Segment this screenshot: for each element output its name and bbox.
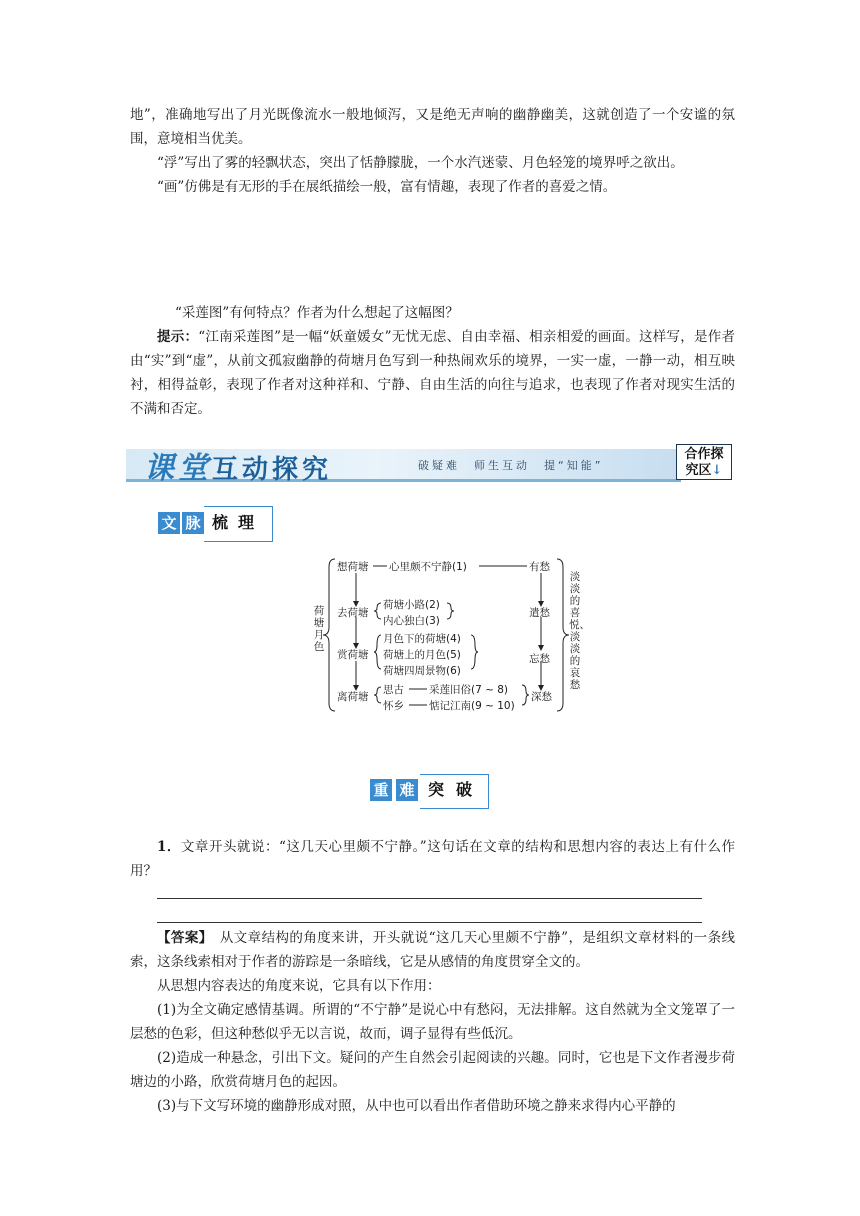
diagram-item: 荷塘小路(2) — [383, 599, 440, 611]
diagram-item: 荷塘上的月色(5) — [383, 649, 461, 661]
top-text-block — [130, 103, 735, 199]
answer-paragraph: (1)为全文确定感情基调。所谓的“不宁静”是说心中有愁闷，无法排解。这自然就为全文笼罩了一层愁的色彩，但这种愁似乎无以言说，故而，调子显得有些低沉。 — [130, 1002, 735, 1042]
label-char: 破 — [455, 780, 472, 799]
hint-label: 提示： — [157, 329, 199, 345]
diagram-item: 内心独白(3) — [383, 615, 440, 627]
stage-label: 离荷塘 — [337, 691, 369, 703]
diagram-right-note: 淡淡的喜悦、淡淡的哀愁 — [569, 571, 590, 691]
banner-title-rest: 互动探究 — [212, 455, 333, 485]
mood-label: 忘愁 — [529, 653, 550, 665]
answer-paragraph: (2)造成一种悬念，引出下文。疑问的产生自然会引起阅读的兴趣。同时，它也是下文作者漫步荷塘边的小路，欣赏荷塘月色的起因。 — [130, 1050, 735, 1090]
answer-line — [157, 922, 702, 923]
tag-line1: 合作探 — [684, 447, 724, 462]
mood-label: 深愁 — [531, 691, 552, 703]
question-1-text — [130, 835, 735, 883]
label-char: 梳 — [211, 513, 228, 532]
question-body: 文章开头就说：“这几天心里颇不宁静。”这句话在文章的结构和思想内容的表达上有什么作用？ — [130, 839, 735, 879]
diagram-item: 采莲旧俗(7 ~ 8) — [429, 684, 509, 696]
question-number: 1． — [157, 839, 181, 855]
label-char: 文 — [158, 512, 180, 534]
answer-label: 【答案】 — [157, 930, 206, 946]
section-label-wenmai — [158, 512, 278, 542]
label-frame — [420, 774, 489, 809]
question-1 — [130, 835, 735, 883]
paragraph: “画”仿佛是有无形的手在展纸描绘一般，富有情趣，表现了作者的喜爱之情。 — [157, 179, 617, 195]
diagram-item: 心里颇不宁静(1) — [389, 561, 467, 573]
label-char: 脉 — [182, 512, 204, 534]
answer-paragraph — [130, 926, 735, 974]
banner-title — [144, 443, 332, 487]
paragraph: “浮”写出了雾的轻飘状态，突出了恬静朦胧，一个水汽迷蒙、月色轻笼的境界呼之欲出。 — [157, 155, 684, 171]
stage-label: 赏荷塘 — [337, 649, 369, 661]
hint-paragraph — [130, 325, 735, 421]
mood-label: 有愁 — [529, 561, 550, 573]
question-text: “采莲图”有何特点？作者为什么想起了这幅图？ — [175, 305, 459, 321]
diagram-item: 思古 — [383, 684, 404, 696]
stage-label: 去荷塘 — [337, 607, 369, 619]
structure-diagram — [313, 555, 590, 715]
tag-line2: 究区 — [685, 463, 712, 478]
label-char: 突 — [427, 780, 444, 799]
diagram-item: 月色下的荷塘(4) — [383, 633, 461, 645]
banner-title-first: 课堂 — [144, 451, 212, 486]
hint-text: “江南采莲图”是一幅“妖童媛女”无忧无虑、自由幸福、相亲相爱的画面。这样写，是作者由“实”到“虚”，从前文孤寂幽静的荷塘月色写到一种热闹欢乐的境界，一实一虚，一静一动，相互映衬，相得益彰，表现了作者对这种祥和、宁静、自由生活的向往与追求，也表现了作者对现实生活的不满和否定。 — [130, 329, 736, 417]
stage-label: 想荷塘 — [337, 561, 369, 573]
label-frame — [204, 506, 273, 542]
diagram-item: 荷塘四周景物(6) — [383, 665, 461, 677]
answer-paragraph: 从思想内容表达的角度来说，它具有以下作用： — [157, 978, 441, 994]
banner-subtitle: 破疑难 师生互动 提“知能” — [418, 459, 604, 472]
cooperative-zone-tag[interactable] — [676, 444, 732, 480]
label-char: 难 — [396, 779, 418, 801]
section-banner — [126, 441, 735, 486]
question-block — [130, 301, 735, 421]
diagram-item: 怀乡 — [383, 700, 404, 712]
diagram-item: 惦记江南(9 ~ 10) — [429, 700, 515, 712]
label-char: 理 — [237, 513, 254, 532]
arrow-down-icon: ↓ — [711, 463, 723, 478]
answer-block — [130, 926, 735, 1118]
answer-paragraph: (3)与下文写环境的幽静形成对照，从中也可以看出作者借助环境之静来求得内心平静的 — [157, 1098, 676, 1114]
label-char: 重 — [370, 779, 392, 801]
section-label-zhongnan — [370, 779, 494, 809]
answer-text: 从文章结构的角度来讲，开头就说“这几天心里颇不宁静”，是组织文章材料的一条线索，这条线索相对于作者的游踪是一条暗线，它是从感情的角度贯穿全文的。 — [130, 930, 736, 970]
paragraph: 地”，准确地写出了月光既像流水一般地倾泻，又是绝无声响的幽静幽美，这就创造了一个安谧的氛围，意境相当优美。 — [130, 107, 735, 147]
answer-line — [157, 898, 702, 899]
diagram-main-title: 荷塘月色 — [313, 605, 325, 653]
mood-label: 遣愁 — [529, 607, 550, 619]
